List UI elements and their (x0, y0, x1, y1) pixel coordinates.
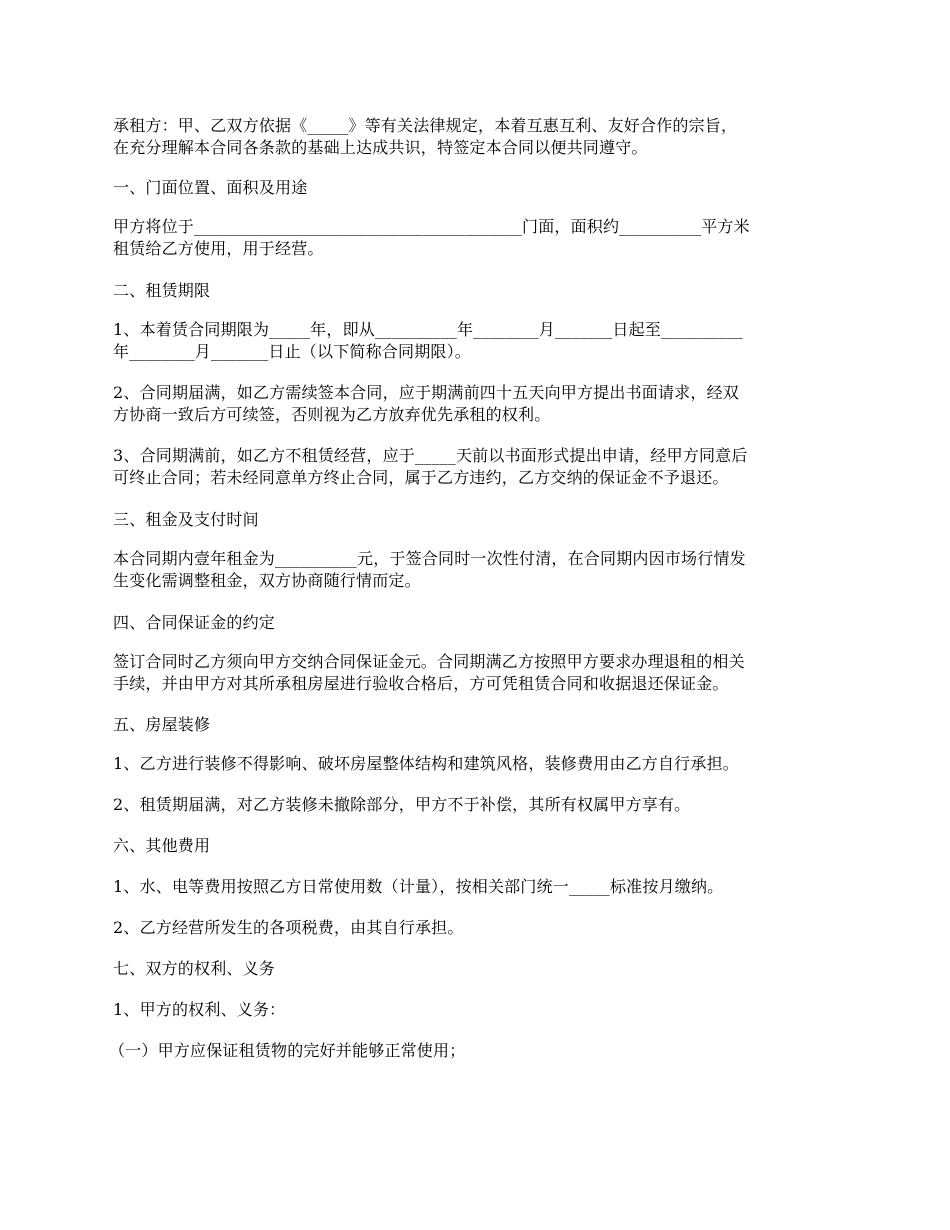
text-line: 2、乙方经营所发生的各项税费，由其自行承担。 (113, 918, 464, 937)
section-heading (113, 612, 843, 634)
section-7-item-1 (113, 999, 843, 1021)
text-line: 1、甲方的权利、义务： (113, 1000, 286, 1019)
section-6-item-2 (113, 917, 843, 939)
text-line: 1、本着赁合同期限为_____年，即从__________年________月_______日起至__________ (113, 320, 743, 339)
text-line: 租赁给乙方使用，用于经营。 (113, 239, 324, 258)
section-2-item-1 (113, 319, 843, 363)
section-5-title: 五、房屋装修 (113, 715, 211, 734)
text-line: 1、水、电等费用按照乙方日常使用数（计量），按相关部门统一_____标准按月缴纳。 (113, 877, 724, 896)
section-heading (113, 280, 843, 302)
section-4-title: 四、合同保证金的约定 (113, 613, 276, 632)
section-2-item-3 (113, 445, 843, 489)
text-line: 承租方：甲、乙双方依据《_____》等有关法律规定，本着互惠互利、友好合作的宗旨， (113, 116, 738, 135)
text-line: （一）甲方应保证租赁物的完好并能够正常使用； (109, 1041, 466, 1060)
intro-paragraph (113, 115, 843, 159)
text-line: 2、租赁期届满，对乙方装修未撤除部分，甲方不于补偿，其所有权属甲方享有。 (113, 795, 691, 814)
text-line: 生变化需调整租金，双方协商随行情而定。 (113, 571, 421, 590)
section-heading (113, 177, 843, 199)
text-line: 手续，并由甲方对其所承租房屋进行验收合格后，方可凭租赁合同和收据退还保证金。 (113, 674, 729, 693)
section-7-title: 七、双方的权利、义务 (113, 959, 276, 978)
text-line: 在充分理解本合同各条款的基础上达成共识，特签定本合同以便共同遵守。 (113, 138, 648, 157)
section-6-title: 六、其他费用 (113, 836, 211, 855)
section-3-title: 三、租金及支付时间 (113, 510, 259, 529)
text-line: 3、合同期满前，如乙方不租赁经营，应于_____天前以书面形式提出申请，经甲方同意后 (113, 446, 748, 465)
section-5-item-1 (113, 753, 843, 775)
section-1-title: 一、门面位置、面积及用途 (113, 178, 308, 197)
text-line: 甲方将位于________________________________________门面，面积约__________平方米 (113, 217, 750, 236)
text-line: 本合同期内壹年租金为__________元，于签合同时一次性付清，在合同期内因市场行情发 (113, 549, 746, 568)
section-heading (113, 509, 843, 531)
section-5-item-2 (113, 794, 843, 816)
text-line: 2、合同期届满，如乙方需续签本合同，应于期满前四十五天向甲方提出书面请求，经双 (113, 383, 739, 402)
section-heading (113, 958, 843, 980)
text-line: 方协商一致后方可续签，否则视为乙方放弃优先承租的权利。 (113, 405, 551, 424)
section-heading (113, 835, 843, 857)
section-4-body (113, 651, 843, 695)
text-line: 1、乙方进行装修不得影响、破坏房屋整体结构和建筑风格，装修费用由乙方自行承担。 (113, 754, 739, 773)
text-line: 年________月_______日止（以下简称合同期限）。 (113, 342, 472, 361)
section-6-item-1 (113, 876, 843, 898)
text-line: 可终止合同；若未经同意单方终止合同，属于乙方违约，乙方交纳的保证金不予退还。 (113, 468, 729, 487)
section-2-item-2 (113, 382, 843, 426)
section-3-body (113, 548, 843, 592)
section-7-item-1-sub-1 (109, 1040, 839, 1062)
section-1-body (113, 216, 843, 260)
section-2-title: 二、租赁期限 (113, 281, 211, 300)
section-heading (113, 714, 843, 736)
text-line: 签订合同时乙方须向甲方交纳合同保证金元。合同期满乙方按照甲方要求办理退租的相关 (113, 652, 745, 671)
